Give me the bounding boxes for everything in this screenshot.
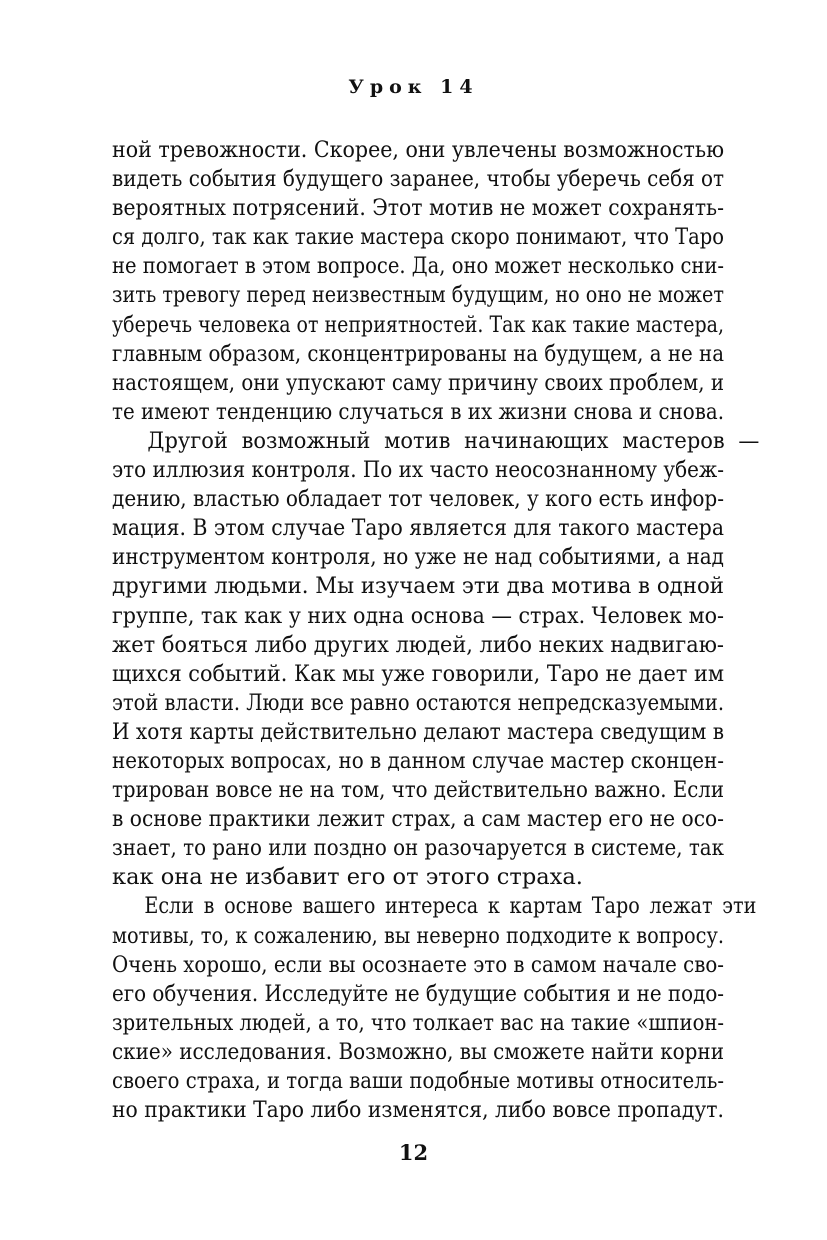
text-line: мотивы, то, к сожалению, вы неверно подходите к вопросу.	[112, 922, 724, 949]
text-line: настоящем, они упускают саму причину своих проблем, и	[112, 369, 724, 396]
text-line: уберечь человека от неприятностей. Так как такие мастера,	[112, 311, 724, 338]
text-line: как она не избавит его от этого страха.	[112, 864, 583, 891]
text-line: его обучения. Исследуйте не будущие события и не подо-	[112, 980, 724, 1007]
text-line: жет бояться либо других людей, либо неких надвигаю-	[112, 631, 724, 658]
text-line: ся долго, так как такие мастера скоро понимают, что Таро	[112, 224, 724, 251]
running-header: Урок 14	[348, 76, 479, 98]
text-line: Если в основе вашего интереса к картам Таро лежат эти	[144, 893, 757, 920]
paragraph	[112, 892, 757, 1125]
text-line: знает, то рано или поздно он разочаруется в системе, так	[112, 835, 724, 862]
text-line: это иллюзия контроля. По их часто неосознанному убеж-	[112, 457, 724, 484]
text-line: главным образом, сконцентрированы на будущем, а не на	[112, 340, 724, 367]
text-line: вероятных потрясений. Этот мотив не может сохранять-	[112, 195, 724, 222]
text-line: Другой возможный мотив начинающих мастеров —	[147, 427, 760, 454]
text-line: те имеют тенденцию случаться в их жизни снова и снова.	[112, 398, 724, 425]
text-line: И хотя карты действительно делают мастера сведущим в	[112, 718, 724, 745]
text-line: зрительных людей, а то, что толкает вас на такие «шпион-	[112, 1009, 724, 1036]
text-line: в основе практики лежит страх, а сам мастер его не осо-	[112, 806, 724, 833]
text-line: мация. В этом случае Таро является для такого мастера	[112, 515, 724, 542]
text-line: этой власти. Люди все равно остаются непредсказуемыми.	[112, 689, 724, 716]
text-line: Очень хорошо, если вы осознаете это в самом начале сво-	[112, 951, 724, 978]
text-line: дению, властью обладает тот человек, у кого есть инфор-	[112, 486, 724, 513]
text-line: зить тревогу перед неизвестным будущим, но оно не может	[112, 282, 724, 309]
text-line: своего страха, и тогда ваши подобные мотивы относитель-	[112, 1068, 724, 1094]
text-line: видеть события будущего заранее, чтобы уберечь себя от	[112, 166, 724, 193]
paragraph	[112, 136, 724, 427]
text-line: трирован вовсе не на том, что действительно важно. Если	[112, 777, 724, 804]
text-line: ной тревожности. Скорее, они увлечены возможностью	[112, 137, 724, 163]
text-line: некоторых вопросах, но в данном случае мастер сконцен-	[112, 747, 724, 774]
paragraph	[112, 427, 760, 893]
text-line: другими людьми. Мы изучаем эти два мотива в одной	[112, 573, 724, 600]
text-line: но практики Таро либо изменятся, либо вовсе пропадут.	[112, 1097, 724, 1124]
page-number: 12	[398, 1140, 429, 1165]
text-line: инструментом контроля, но уже не над событиями, а над	[112, 544, 724, 571]
body-text	[112, 136, 760, 1125]
text-line: не помогает в этом вопросе. Да, оно может несколько сни-	[112, 253, 724, 280]
text-line: ские» исследования. Возможно, вы сможете найти корни	[112, 1038, 724, 1065]
text-line: группе, так как у них одна основа — страх. Человек мо-	[112, 602, 724, 629]
text-line: щихся событий. Как мы уже говорили, Таро не дает им	[112, 660, 724, 687]
